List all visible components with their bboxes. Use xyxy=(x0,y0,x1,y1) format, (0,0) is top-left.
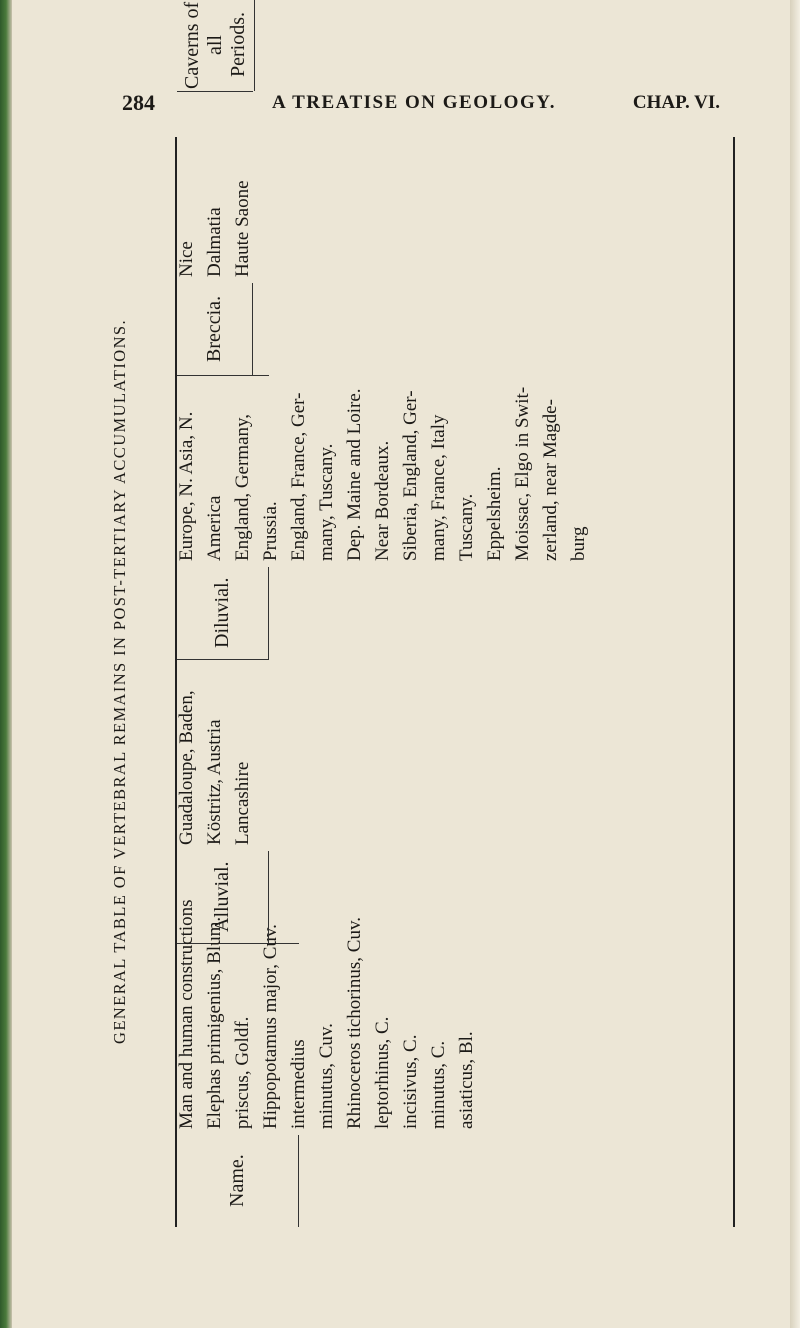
diluvial-line: England, Germany, xyxy=(232,413,253,561)
diluvial-line: Tuscany. xyxy=(456,493,477,561)
alluvial-cell-row-3 xyxy=(233,725,261,845)
column-cells xyxy=(177,92,253,283)
name-cell-row-5 xyxy=(288,917,373,1129)
header-caverns: Caverns of all Periods. xyxy=(177,0,255,91)
name-line: Elephas primigenius, Blum. xyxy=(204,916,225,1129)
breccia-cell-row-4 xyxy=(233,127,261,277)
diluvial-line: Dep. Maine and Loire. xyxy=(344,388,365,561)
diluvial-line: Siberia, England, Ger- xyxy=(400,390,421,561)
column-caverns xyxy=(177,0,255,91)
breccia-cell-row-1 xyxy=(177,127,233,277)
diluvial-line: Moissac, Elgo in Swit- xyxy=(512,386,533,561)
column-cells xyxy=(176,899,477,1135)
name-line: incisivus, C. xyxy=(400,1034,421,1129)
name-line: minutus, C. xyxy=(428,1040,449,1129)
name-line: leptorhinus, C. xyxy=(372,1016,393,1129)
header-name: Name. xyxy=(177,1135,299,1227)
running-title: A TREATISE ON GEOLOGY. xyxy=(272,92,556,113)
alluvial-line: Köstritz, Austria xyxy=(204,719,225,845)
column-cells xyxy=(176,376,589,567)
chapter-label: CHAP. VI. xyxy=(632,92,720,113)
diluvial-line: Near Bordeaux. xyxy=(372,440,393,561)
column-name xyxy=(176,899,477,1227)
diluvial-cell-row-2 xyxy=(177,401,233,561)
breccia-line: Haute Saone xyxy=(232,180,253,277)
name-cell-row-3 xyxy=(233,1009,261,1129)
name-line: Man and human constructions xyxy=(176,899,197,1129)
name-line: priscus, Goldf. xyxy=(232,1016,253,1129)
header-alluvial: Alluvial. xyxy=(177,851,269,943)
header-diluvial: Diluvial. xyxy=(177,567,269,659)
page-number: 284 xyxy=(122,90,155,115)
column-breccia xyxy=(177,91,253,375)
alluvial-line: Guadaloupe, Baden, xyxy=(176,690,197,845)
alluvial-line: Lancashire xyxy=(232,761,253,845)
name-line: intermedius xyxy=(288,1039,309,1129)
name-line: asiaticus, Bl. xyxy=(456,1031,477,1129)
diluvial-line: Eppelsheim. xyxy=(484,466,505,561)
page-edge xyxy=(790,0,800,1328)
alluvial-cell-row-1 xyxy=(176,690,233,845)
diluvial-cell-row-5 xyxy=(345,376,457,561)
name-cell-row-6 xyxy=(373,959,457,1129)
diluvial-line: many, Tuscany. xyxy=(316,443,337,561)
diluvial-line: America xyxy=(204,495,225,561)
breccia-line: Dalmatia xyxy=(204,207,225,277)
diluvial-line: England, France, Ger- xyxy=(288,392,309,561)
diluvial-line: zerland, near Magde- xyxy=(540,399,561,561)
column-alluvial xyxy=(177,659,269,943)
column-diluvial xyxy=(176,375,589,659)
column-cells xyxy=(177,660,269,851)
name-line: Hippopotamus major, Cuv. xyxy=(260,924,281,1129)
name-line: minutus, Cuv. xyxy=(316,1023,337,1129)
diluvial-line: Europe, N. Asia, N. xyxy=(176,411,197,561)
name-cell-row-2 xyxy=(204,916,233,1129)
diluvial-line: many, France, Italy xyxy=(428,414,449,561)
diluvial-cell-row-6 xyxy=(456,386,597,561)
name-cell-row-4 xyxy=(260,924,289,1129)
diluvial-line: Prussia. xyxy=(260,501,281,561)
diluvial-line: burg xyxy=(568,526,589,561)
header-breccia: Breccia. xyxy=(177,283,253,375)
breccia-line: Nice xyxy=(176,241,197,277)
name-cell-row-7 xyxy=(456,1031,485,1129)
name-line: Rhinoceros tichorinus, Cuv. xyxy=(344,917,365,1129)
table-title: GENERAL TABLE OF VERTEBRAL REMAINS IN POST-TERTIARY ACCUMULATIONS. xyxy=(110,319,129,1045)
diluvial-cell-row-3 xyxy=(232,413,289,561)
book-spine xyxy=(0,0,12,1328)
diluvial-cell-row-4 xyxy=(288,392,345,561)
name-cell-row-1 xyxy=(176,899,205,1129)
